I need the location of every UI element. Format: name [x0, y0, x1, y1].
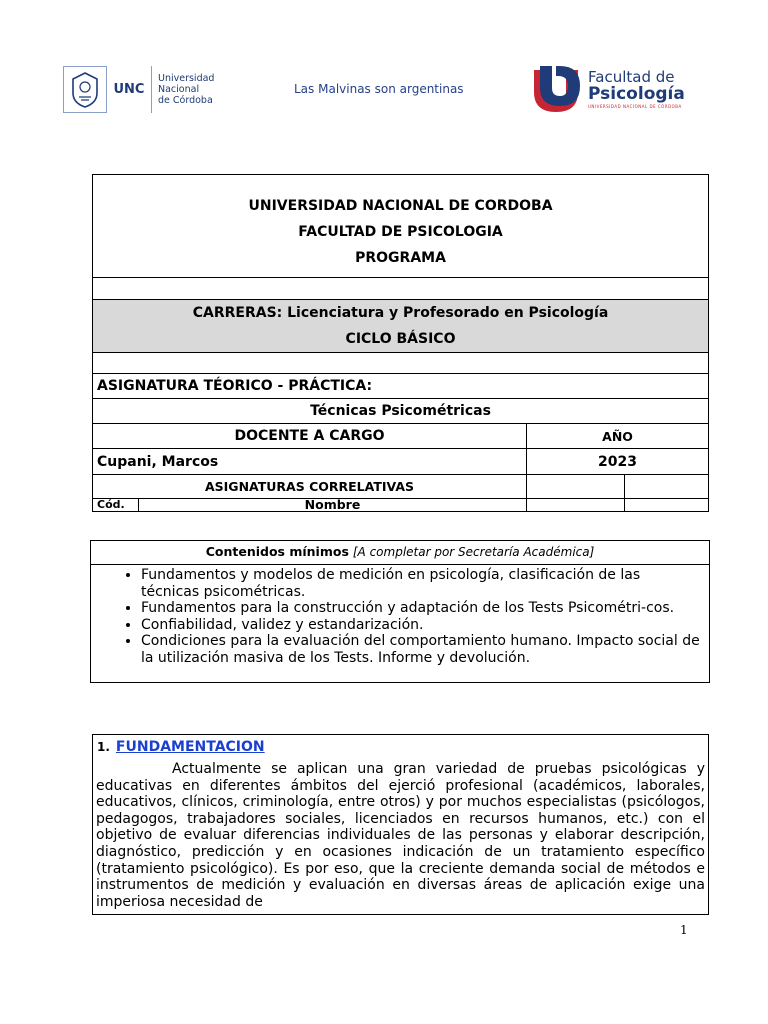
unc-seal-icon: [63, 66, 107, 113]
fundamentacion-text: Actualmente se aplican una gran variedad de pruebas psicológicas y educativas en diferentes ámbitos del ejerció profesional (académicos, laborales, educativos, clínicos, criminología, entre otros) y por muchos especialistas (psicólogos, pedagogos, trabajadores sociales, licenciados en recursos humanos, etc.) con el objetivo de evaluar diferencias individuales de las personas y elaborar descripción, diagnóstico, predicción y en ocasiones indicación de un tratamiento específico (tratamiento psicológico). Es por eso, que la creciente demanda social de métodos e instrumentos de medición y evaluación en diversas áreas de aplicación exige una imperiosa necesidad de: [96, 761, 705, 910]
program-table: [92, 174, 709, 512]
nombre-label: Nombre: [139, 499, 527, 512]
facultad-line2: Psicología: [588, 83, 685, 104]
unc-logo: [63, 66, 223, 113]
list-item: • Condiciones para la evaluación del comportamiento humano. Impacto social de la utilización masiva de los Tests. Informe y devolución.: [141, 633, 701, 666]
fundamentacion-link[interactable]: FUNDAMENTACION: [115, 739, 265, 755]
list-item: • Fundamentos para la construcción y adaptación de los Tests Psicométri-cos.: [141, 600, 701, 617]
correlativas-cell: [625, 475, 709, 499]
correlativas-cell: [527, 475, 625, 499]
facultad-psicologia-icon: [530, 64, 582, 114]
unc-short-name: UNC: [107, 66, 152, 113]
section-number: 1.: [97, 740, 110, 754]
docente-label: DOCENTE A CARGO: [93, 424, 527, 449]
fundamentacion-box: [92, 734, 709, 915]
contenidos-note: [A completar por Secretaría Académica]: [352, 545, 595, 559]
correlativas-cell: [625, 499, 709, 512]
asignatura-name: Técnicas Psicométricas: [93, 399, 709, 424]
facultad-line1: Facultad de: [588, 67, 675, 86]
facultad-logo: [530, 64, 685, 114]
docente-value: Cupani, Marcos: [93, 449, 527, 475]
title-block: [93, 175, 709, 278]
spacer-row: [93, 353, 709, 374]
cod-label: Cód.: [93, 499, 139, 512]
carreras-block: [93, 300, 709, 353]
asignatura-label: ASIGNATURA TÉORICO - PRÁCTICA:: [93, 374, 709, 399]
carreras-line: CARRERAS: Licenciatura y Profesorado en Psicología: [192, 305, 609, 321]
spacer-row: [93, 278, 709, 300]
facultad-line3: UNIVERSIDAD NACIONAL DE CÓRDOBA: [588, 103, 682, 109]
anio-value: 2023: [527, 449, 709, 475]
contenidos-heading: Contenidos mínimos: [205, 544, 349, 559]
list-item: • Fundamentos y modelos de medición en psicología, clasificación de las técnicas psicométricas.: [141, 567, 701, 600]
university-title: UNIVERSIDAD NACIONAL DE CORDOBA: [248, 198, 553, 214]
anio-label: AÑO: [527, 424, 709, 449]
fundamentacion-header: [93, 735, 708, 758]
unc-full-name: Universidad Nacional de Córdoba: [158, 73, 215, 106]
correlativas-cell: [527, 499, 625, 512]
correlativas-label: ASIGNATURAS CORRELATIVAS: [93, 475, 527, 499]
contenidos-box: [90, 540, 710, 683]
faculty-title: FACULTAD DE PSICOLOGIA: [298, 224, 503, 240]
ciclo-line: CICLO BÁSICO: [345, 331, 456, 347]
program-title: PROGRAMA: [355, 250, 446, 266]
slogan: Las Malvinas son argentinas: [294, 82, 464, 96]
page-number: 1: [680, 923, 688, 937]
contenidos-title: [91, 541, 709, 565]
contenidos-list: [91, 565, 709, 666]
list-item: • Confiabilidad, validez y estandarización.: [141, 617, 701, 634]
